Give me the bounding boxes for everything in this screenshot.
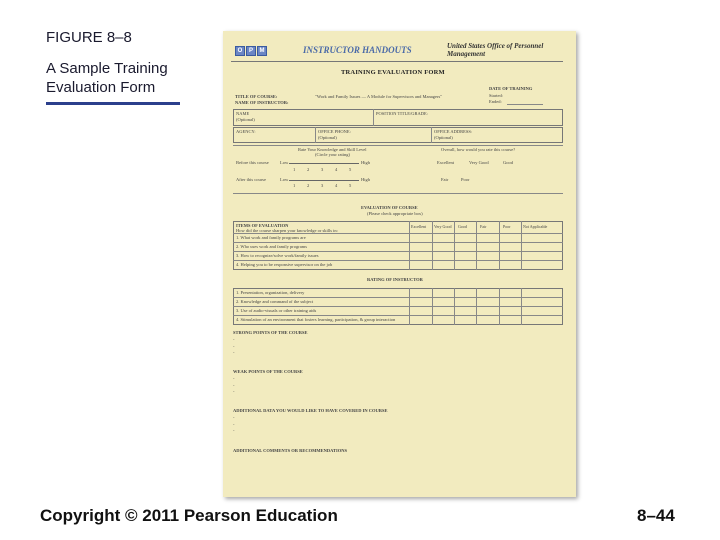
bullet: - [233, 389, 235, 394]
bullet: - [233, 350, 235, 355]
course-name: "Work and Family Issues — A Module for Supervisors and Managers" [315, 94, 443, 99]
after-scale-1: 1 [293, 183, 296, 188]
additional-data-label: ADDITIONAL DATA YOU WOULD LIKE TO HAVE COVERED IN COURSE [233, 408, 388, 413]
phone-optional: (Optional) [318, 135, 337, 140]
before-scale-3: 3 [321, 167, 324, 172]
course-col-line [521, 221, 522, 270]
overall-excellent: Excellent [437, 160, 454, 165]
overall-very-good: Very Good [469, 160, 489, 165]
before-scale-2: 2 [307, 167, 310, 172]
overall-rating-label: Overall, how would you rate this course? [441, 147, 516, 152]
course-items-subheader: How did the course sharpen your knowledge or skills in: [236, 228, 338, 233]
overall-fair: Fair [441, 177, 449, 182]
phone-divider [431, 127, 432, 143]
after-course-label: After this course [236, 177, 266, 182]
bullet: - [233, 337, 235, 342]
rate-knowledge-label: Rate Your Knowledge and Skill Level [298, 147, 367, 152]
address-optional: (Optional) [434, 135, 453, 140]
instructor-item-row: 3. Use of audio-visuals or other training aids [236, 308, 317, 313]
before-scale-4: 4 [335, 167, 338, 172]
name-optional: (Optional) [236, 117, 255, 122]
instructor-handouts-heading: INSTRUCTOR HANDOUTS [303, 45, 412, 55]
bullet: - [233, 422, 235, 427]
position-label: POSITION TITLE/GRADE: [376, 111, 429, 116]
office-phone-label: OFFICE PHONE: [318, 129, 351, 134]
bullet: - [233, 383, 235, 388]
before-low-label: Low [280, 160, 289, 165]
course-col-line [499, 221, 500, 270]
bullet: - [233, 376, 235, 381]
logo-letter: P [246, 46, 256, 56]
title-of-course-label: TITLE OF COURSE: [235, 94, 278, 99]
course-col-line [476, 221, 477, 270]
form-title: TRAINING EVALUATION FORM [341, 69, 445, 76]
course-col-line [409, 221, 410, 270]
bullet: - [233, 344, 235, 349]
caption-underline [46, 102, 180, 105]
agency-label: AGENCY: [236, 129, 256, 134]
agency-name: United States Office of Personnel Management [447, 42, 544, 58]
weak-points-label: WEAK POINTS OF THE COURSE [233, 369, 303, 374]
col-poor: Poor [503, 224, 511, 229]
col-very-good: Very Good [434, 224, 452, 229]
overall-poor: Poor [461, 177, 470, 182]
before-course-label: Before this course [236, 160, 269, 165]
strong-points-label: STRONG POINTS OF THE COURSE [233, 330, 308, 335]
course-row-line [233, 260, 563, 261]
circle-rating-label: (Circle your rating) [315, 152, 350, 157]
instructor-row-line [233, 315, 563, 316]
course-items-header: ITEMS OF EVALUATION [236, 223, 289, 228]
figure-caption: A Sample Training Evaluation Form [46, 60, 168, 96]
instructor-item-row: 1. Presentation, organization, delivery [236, 290, 305, 295]
instructor-item-row: 4. Stimulation of an environment that fosters learning, participation, & group interaction [236, 317, 396, 322]
course-item-row: 1. What work and family programs are [236, 235, 306, 240]
before-high-label: High [361, 160, 370, 165]
course-col-line [454, 221, 455, 270]
overall-good: Good [503, 160, 513, 165]
ended-line [507, 104, 543, 105]
instructor-label: NAME OF INSTRUCTOR: [235, 100, 289, 105]
copyright-notice: Copyright © 2011 Pearson Education [40, 506, 338, 525]
evaluation-form-image [223, 31, 576, 497]
after-low-label: Low [280, 177, 289, 182]
after-scale-line [289, 180, 359, 181]
course-row-line [233, 242, 563, 243]
instructor-row-line [233, 306, 563, 307]
evaluation-subheading: (Please check appropriate box) [367, 211, 423, 216]
before-scale-1: 1 [293, 167, 296, 172]
col-fair: Fair [480, 224, 487, 229]
additional-comments-label: ADDITIONAL COMMENTS OR RECOMMENDATIONS [233, 448, 348, 453]
header-divider [231, 61, 563, 62]
col-not-applicable: Not Applicable [523, 224, 548, 229]
logo-letter: O [235, 46, 245, 56]
name-divider [373, 109, 374, 126]
col-good: Good [458, 224, 467, 229]
bullet: - [233, 428, 235, 433]
evaluation-top-rule [233, 193, 563, 194]
course-item-row: 2. Who uses work and family programs [236, 244, 308, 249]
before-scale-line [289, 163, 359, 164]
office-address-label: OFFICE ADDRESS: [434, 129, 473, 134]
after-scale-5: 5 [349, 183, 352, 188]
instructor-row-line [233, 297, 563, 298]
bullet: - [233, 415, 235, 420]
course-row-line [233, 251, 563, 252]
before-scale-5: 5 [349, 167, 352, 172]
after-scale-4: 4 [335, 183, 338, 188]
col-excellent: Excellent [411, 224, 427, 229]
course-col-line [432, 221, 433, 270]
instructor-rating-heading: RATING OF INSTRUCTOR [367, 277, 423, 282]
course-item-row: 3. How to recognize/solve work/family issues [236, 253, 319, 258]
logo-letter: M [257, 46, 267, 56]
date-of-training-label: DATE OF TRAINING [489, 86, 533, 91]
started-label: Started: [489, 93, 503, 98]
course-item-row: 4. Helping you to be responsive supervisor on the job [236, 262, 333, 267]
after-high-label: High [361, 177, 370, 182]
evaluation-heading: EVALUATION OF COURSE [361, 205, 418, 210]
agency-phone-address-box [233, 127, 563, 143]
instructor-item-row: 2. Knowledge and command of the subject [236, 299, 314, 304]
figure-label: FIGURE 8–8 [46, 29, 132, 46]
agency-divider [315, 127, 316, 143]
rating-top-rule [233, 145, 563, 146]
page-number: 8–44 [637, 506, 675, 525]
after-scale-2: 2 [307, 183, 310, 188]
ended-label: Ended: [489, 99, 502, 104]
your-name-label: NAME [236, 111, 250, 116]
after-scale-3: 3 [321, 183, 324, 188]
